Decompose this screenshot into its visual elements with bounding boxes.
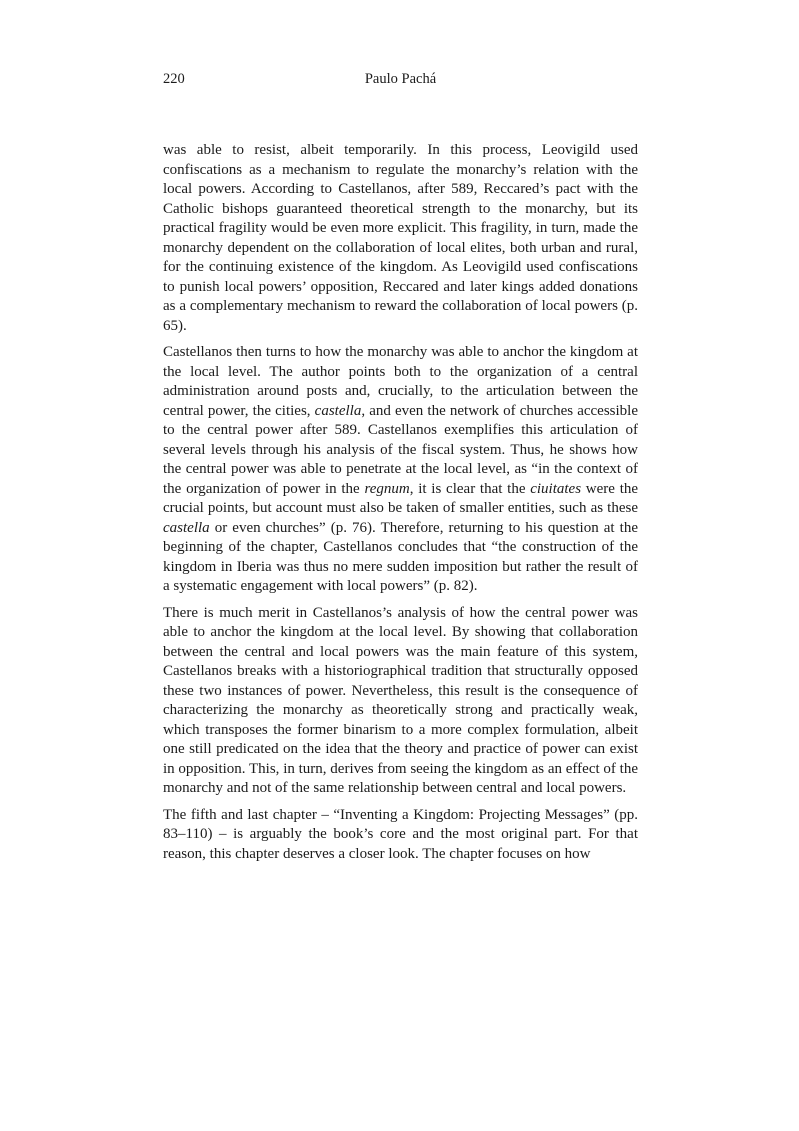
italic-term: castella (163, 519, 210, 536)
text-segment: , it is clear that the (409, 480, 531, 497)
running-head-author: Paulo Pachá (364, 71, 437, 87)
text-segment: There is much merit in Castellanos’s analysis of how the central power was able to anchor the kingdom at the local level. By showing that collaboration between the central and local powers was the main feature of this system, Castellanos breaks with a historiographical tradition that structurally opposed these two instances of power. Nevertheless, this result is the consequence of characterizing the monarchy as theoretically strong and practically weak, which transposes the former binarism to a more complex formulation, albeit one still predicated on the idea that the theory and practice of power can exist in opposition. This, in turn, derives from seeing the kingdom as an effect of the monarchy and not of the same relationship between central and local powers. (163, 604, 638, 796)
page-number: 220 (163, 71, 185, 87)
italic-term: castella (314, 402, 362, 419)
paragraph (163, 806, 638, 865)
text-segment: , and even the network of churches accessible to the central power after 589. Castellanos exemplifies this articulation of several levels through his analysis of the fiscal system. Thus, he shows how the central power was able to penetrate at the local level, as “in the context of the organization of power in the (163, 402, 638, 497)
paragraph (163, 343, 638, 597)
text-segment: or even churches” (p. 76). Therefore, returning to his question at the beginning of the chapter, Castellanos concludes that “the construction of the kingdom in Iberia was thus no mere sudden imposition but rather the result of a systematic engagement with local powers” (p. 82). (163, 519, 638, 594)
text-segment: Castellanos then turns to how the monarchy was able to anchor the kingdom at the local level. The author points both to the organization of a central administration around posts and, crucially, to the articulation between the central power, the cities, (163, 344, 638, 419)
italic-term: ciuitates (530, 480, 582, 497)
italic-term: regnum (364, 480, 410, 497)
running-header (163, 69, 638, 89)
text-segment: was able to resist, albeit temporarily. In this process, Leovigild used confiscations as a mechanism to regulate the monarchy’s relation with the local powers. According to Castellanos, after 589, Reccared’s pact with the Catholic bishops guaranteed theoretical strength to the monarchy, but its practical fragility would be even more explicit. This fragility, in turn, made the monarchy dependent on the collaboration of local elites, both urban and rural, for the continuing existence of the kingdom. As Leovigild used confiscations to punish local powers’ opposition, Reccared and later kings added donations as a complementary mechanism to reward the collaboration of local powers (p. 65). (163, 142, 638, 334)
paragraph (163, 141, 638, 336)
text-segment: The fifth and last chapter – “Inventing a Kingdom: Projecting Messages” (pp. 83–110) – is arguably the book’s core and the most original part. For that reason, this chapter deserves a closer look. The chapter focuses on how (163, 806, 638, 862)
text-segment: were the crucial points, but account must also be taken of smaller entities, such as these (163, 480, 639, 516)
paragraph (163, 604, 638, 799)
body-text (163, 141, 638, 864)
